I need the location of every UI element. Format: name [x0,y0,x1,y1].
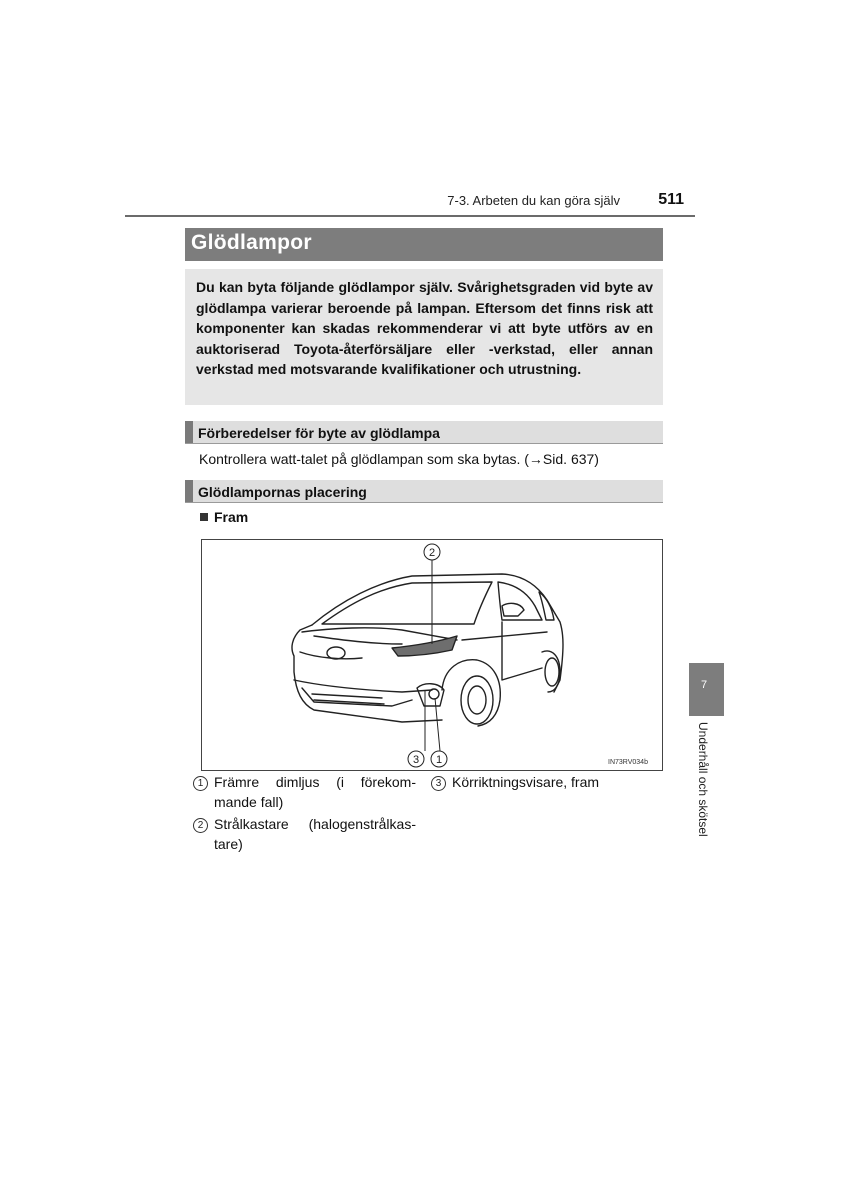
header-rule [125,215,695,217]
square-bullet-icon [200,513,208,521]
caption-number-1: 1 [193,776,208,791]
header-chapter: 7-3. Arbeten du kan göra själv [447,193,620,208]
caption-3-line1: Körriktningsvisare, fram [452,774,600,790]
section-title-preparation: Förberedelser för byte av glödlampa [198,425,440,441]
caption-1-line1: Främre dimljus (i förekom- [214,774,416,790]
section-title-placement: Glödlampornas placering [198,484,367,500]
page-number: 511 [658,191,684,208]
subheading-front: Fram [214,509,249,525]
caption-number-2: 2 [193,818,208,833]
caption-2-line2: tare) [214,836,243,852]
caption-number-3: 3 [431,776,446,791]
section-marker [185,480,193,502]
intro-text: Du kan byta följande glödlampor själv. Svårighetsgraden vid byte av glödlampa varierar beroende på lampan. Eftersom det finns risk att komponenter kan skadas rekommenderar vi att byte utförs av en auktoriserad Toyota-återförsäljare eller -verkstad, eller annan verkstad med motsvarande kvalifikationer och utrustning. [196,279,653,378]
car-figure [201,539,663,771]
caption-2-line1: Strålkastare (halogenstrålkas- [214,816,416,832]
section-marker [185,421,193,443]
figure-code: IN73RV034b [608,759,648,766]
page-title: Glödlampor [191,231,312,254]
preparation-text: Kontrollera watt-talet på glödlampan som ska bytas. (→Sid. 637) [199,451,599,467]
callout-2-label: 2 [428,547,436,559]
callout-3-label: 3 [412,754,420,766]
chapter-tab-number: 7 [700,679,708,691]
chapter-side-label: Underhåll och skötsel [696,722,710,837]
callout-1-label: 1 [435,754,443,766]
car-illustration [202,540,662,770]
caption-1-line2: mande fall) [214,794,284,810]
